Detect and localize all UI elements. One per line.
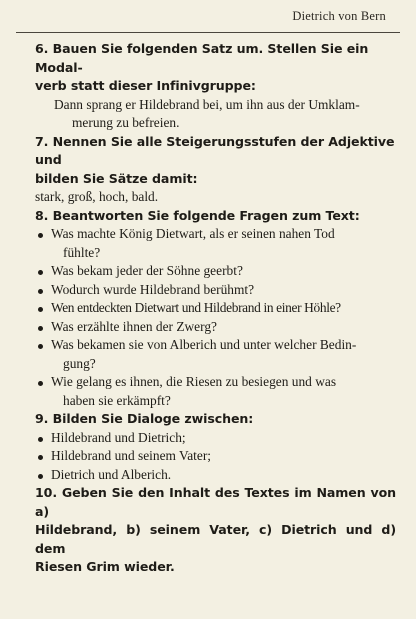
task-10-title-line-2: Hildebrand, b) seinem Vater, c) Dietrich und d) dem: [35, 522, 396, 556]
task-7-adjectives-text: stark, groß, hoch, bald.: [35, 189, 159, 204]
task-6-title-line-1: 6. Bauen Sie folgenden Satz um. Stellen Sie ein Modal-: [35, 41, 369, 75]
question-text: Was machte König Dietwart, als er seinen nahen Tod: [51, 226, 335, 241]
task-10-title: [35, 484, 396, 577]
bullet-icon: [38, 474, 43, 479]
task-8-title-line-1: 8. Beantworten Sie folgende Fragen zum Text:: [35, 207, 360, 223]
task-8: [0, 207, 416, 411]
list-item: [35, 225, 396, 262]
task-6-title: [35, 40, 396, 96]
task-10-title-line-3: Riesen Grim wieder.: [35, 559, 175, 574]
question-text: Wie gelang es ihnen, die Riesen zu besiegen und was: [51, 374, 337, 389]
header-rule: [16, 32, 400, 33]
question-text: Wodurch wurde Hildebrand berühmt?: [51, 281, 255, 297]
list-item: [35, 299, 396, 318]
task-7-title-line-2: bilden Sie Sätze damit:: [35, 170, 198, 186]
question-text: Was bekam jeder der Söhne geerbt?: [51, 263, 243, 278]
task-6-title-line-2: verb statt dieser Infinivgruppe:: [35, 78, 256, 93]
pair-text: Dietrich und Alberich.: [51, 466, 172, 482]
bullet-icon: [38, 233, 43, 238]
list-item: [35, 466, 396, 485]
list-item: [35, 318, 396, 337]
bullet-icon: [38, 326, 43, 331]
task-9: [0, 410, 416, 484]
question-text: Was erzählte ihnen der Zwerg?: [51, 318, 217, 334]
list-item: [35, 336, 396, 373]
bullet-icon: [38, 437, 43, 442]
pair-text: Hildebrand und seinem Vater;: [51, 448, 212, 463]
task-10-title-line-1: 10. Geben Sie den Inhalt des Textes im Namen von a): [35, 485, 396, 519]
running-header: Dietrich von Bern: [292, 9, 386, 23]
question-text-cont: fühlte?: [63, 244, 101, 260]
bullet-icon: [38, 289, 43, 294]
task-7-title: [35, 133, 396, 189]
task-9-title: [35, 410, 396, 429]
list-item: [35, 281, 396, 300]
question-text: Was bekamen sie von Alberich und unter welcher Bedin-: [51, 337, 357, 352]
bullet-icon: [38, 344, 43, 349]
list-item: [35, 373, 396, 410]
task-6-sentence-line-2: merung zu befreien.: [72, 115, 180, 130]
task-10: [0, 484, 416, 577]
bullet-icon: [38, 455, 43, 460]
question-text: Wen entdeckten Dietwart und Hildebrand in einer Höhle?: [51, 300, 341, 315]
task-7-title-line-1: 7. Nennen Sie alle Steigerungsstufen der Adjektive und: [35, 133, 395, 167]
task-9-title-line-1: 9. Bilden Sie Dialoge zwischen:: [35, 411, 254, 426]
task-6: [0, 40, 416, 133]
exercise-list: [0, 40, 416, 577]
task-8-questions: [0, 225, 416, 410]
question-text-cont: haben sie erkämpft?: [63, 392, 171, 408]
list-item: [35, 262, 396, 281]
question-text-cont: gung?: [63, 355, 96, 371]
task-6-sentence: [54, 96, 416, 133]
bullet-icon: [38, 307, 43, 312]
pair-text: Hildebrand und Dietrich;: [51, 429, 186, 445]
list-item: [35, 447, 396, 466]
task-7-adjectives: [35, 188, 416, 207]
task-9-pairs: [0, 429, 416, 485]
task-8-title: [35, 207, 396, 226]
bullet-icon: [38, 270, 43, 275]
list-item: [35, 429, 396, 448]
task-7: [0, 133, 416, 207]
bullet-icon: [38, 381, 43, 386]
task-6-sentence-line-1: Dann sprang er Hildebrand bei, um ihn aus der Umklam-: [54, 96, 360, 112]
